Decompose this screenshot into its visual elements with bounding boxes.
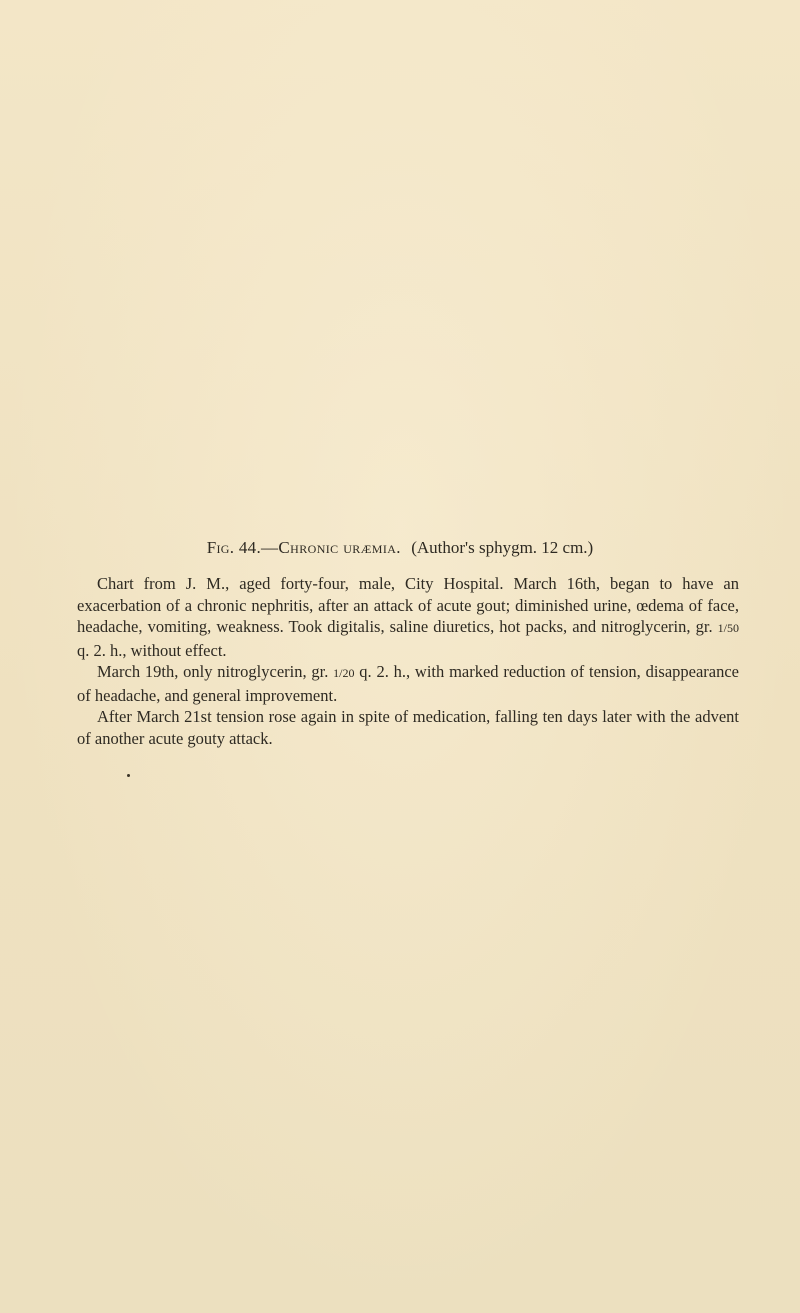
paragraph-text: q. 2. h., without effect. (77, 640, 227, 660)
paper-speck (127, 774, 130, 777)
paragraph-case-history (77, 573, 739, 661)
dose-fraction: 1/50 (717, 621, 739, 635)
paragraph-text: March 19th, only nitroglycerin, gr. (97, 662, 334, 681)
paragraph-text: Chart from J. M., aged forty-four, male, City Hospital. March 16th, began to have an exacerbation of a chronic nephritis, after an attack of acute gout; diminished urine, œdema of face, headache, vomiting, weakness. Took digitalis, saline diuretics, hot packs, and nitroglycerin, gr. (77, 574, 739, 636)
paragraph-text: q. 2. h., with marked reduction of tension, disappearance of headache, and general improvement. (77, 662, 740, 705)
figure-title: —Chronic uræmia. (261, 538, 401, 557)
figure-note: (Author's sphygm. 12 cm.) (411, 538, 594, 557)
figure-label: Fig. 44. (206, 538, 262, 557)
dose-fraction: 1/20 (333, 666, 355, 680)
case-description (77, 573, 739, 751)
paragraph-march-21 (77, 706, 739, 751)
paragraph-text: After March 21st tension rose again in spite of medication, falling ten days later with the advent of another acute gouty attack. (77, 707, 739, 748)
paragraph-march-19 (77, 661, 739, 706)
figure-caption (0, 536, 800, 560)
